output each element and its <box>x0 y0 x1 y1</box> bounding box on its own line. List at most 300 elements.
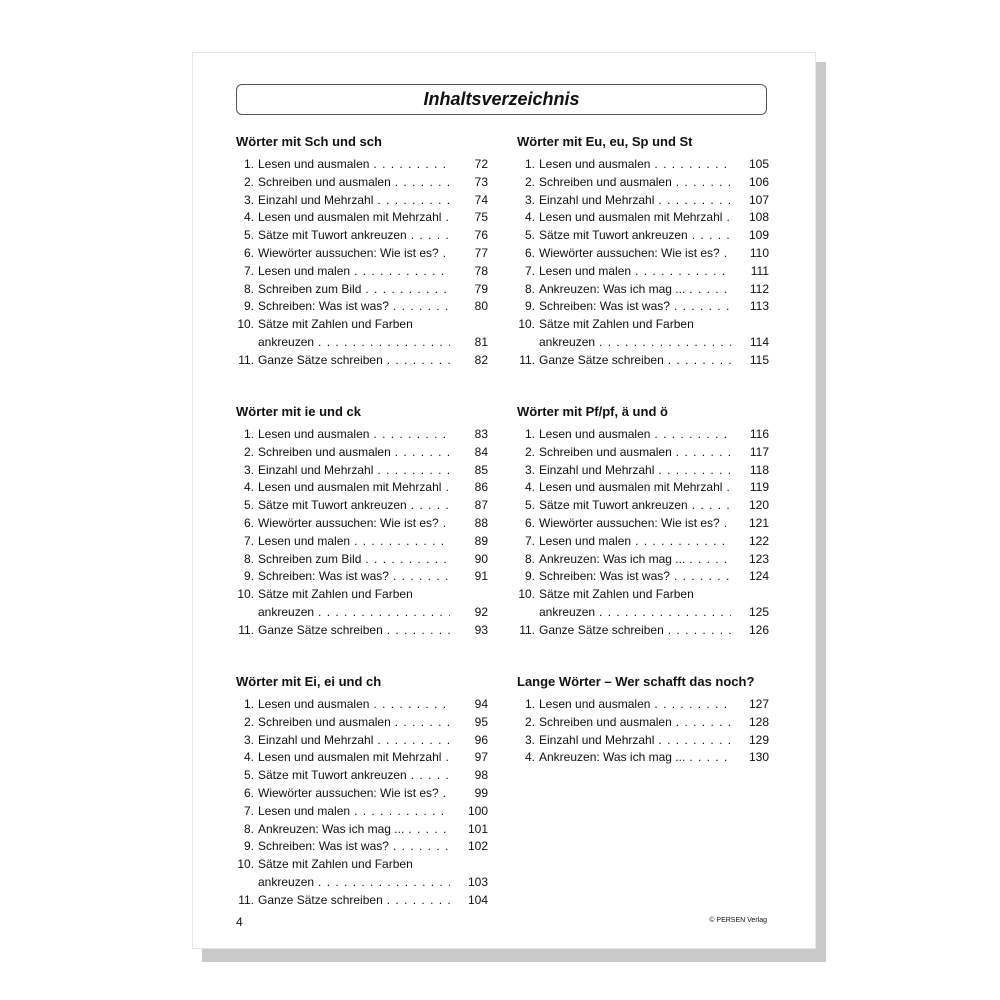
entry-number: 5. <box>243 498 254 513</box>
toc-entry <box>236 227 488 245</box>
entry-title: Ganze Sätze schreiben <box>258 352 383 367</box>
dot-leader <box>445 209 450 227</box>
entry-page-number: 126 <box>748 622 769 637</box>
entry-title: Einzahl und Mehrzahl <box>539 732 655 747</box>
toc-entry <box>517 192 769 210</box>
toc-entry <box>517 732 769 750</box>
entry-page-number: 117 <box>749 444 769 459</box>
dot-leader <box>443 515 450 533</box>
toc-entry <box>236 714 488 732</box>
entry-page-number: 128 <box>748 714 769 729</box>
entry-title: Einzahl und Mehrzahl <box>258 732 374 747</box>
entry-number: 3. <box>524 732 535 747</box>
dot-leader <box>674 298 731 316</box>
entry-title: Lesen und ausmalen <box>539 697 651 711</box>
entry-number: 3. <box>524 192 535 207</box>
entry-number: 2. <box>524 714 535 729</box>
section-ei-ch <box>236 673 488 910</box>
toc-entry <box>236 444 488 462</box>
dot-leader <box>726 209 731 227</box>
entry-title: Schreiben: Was ist was? <box>539 299 670 314</box>
entry-number: 10. <box>518 317 535 332</box>
entry-page-number: 77 <box>474 245 488 260</box>
entry-title: Lesen und ausmalen <box>258 697 370 711</box>
dot-leader <box>658 732 731 750</box>
entry-page-number: 109 <box>748 228 769 243</box>
dot-leader <box>674 568 731 586</box>
entry-number: 10. <box>237 317 254 332</box>
entry-title: Lesen und malen <box>258 533 351 548</box>
dot-leader <box>373 696 450 714</box>
toc-entry <box>236 263 488 281</box>
dot-leader <box>724 515 731 533</box>
entry-number: 1. <box>243 157 254 171</box>
section-heading: Wörter mit Pf/pf, ä und ö <box>517 404 668 419</box>
dot-leader <box>445 749 450 767</box>
dot-leader <box>443 245 450 263</box>
entry-page-number: 86 <box>474 480 488 495</box>
entry-page-number: 84 <box>474 444 488 459</box>
entry-number: 4. <box>243 750 254 765</box>
entry-page-number: 114 <box>749 334 769 349</box>
dot-leader <box>676 174 731 192</box>
document-page <box>192 52 816 949</box>
entry-title: Wiewörter aussuchen: Wie ist es? <box>539 245 720 260</box>
dot-leader <box>635 263 731 281</box>
entry-number: 9. <box>524 569 535 584</box>
dot-leader <box>692 497 731 515</box>
toc-entry <box>517 533 769 551</box>
dot-leader <box>354 533 450 551</box>
entry-page-number: 75 <box>474 210 488 225</box>
toc-entry <box>517 444 769 462</box>
entry-title: Schreiben: Was ist was? <box>258 839 389 854</box>
entry-number: 1. <box>524 427 535 441</box>
entry-title: Schreiben und ausmalen <box>539 444 672 459</box>
dot-leader <box>395 444 450 462</box>
entry-page-number: 116 <box>749 427 769 441</box>
entry-number: 4. <box>243 210 254 225</box>
entry-page-number: 101 <box>467 821 488 836</box>
dot-leader <box>654 156 731 174</box>
entry-title: Lesen und ausmalen mit Mehrzahl <box>539 210 723 225</box>
entry-number: 8. <box>524 281 535 296</box>
entry-number: 7. <box>524 533 535 548</box>
dot-leader <box>676 714 731 732</box>
entry-number: 10. <box>237 587 254 602</box>
entry-title: Lesen und ausmalen mit Mehrzahl <box>258 210 442 225</box>
entry-page-number: 108 <box>748 210 769 225</box>
entry-number: 1. <box>524 697 535 711</box>
entry-title: Schreiben und ausmalen <box>258 444 391 459</box>
entry-number: 8. <box>243 281 254 296</box>
dot-leader <box>658 192 731 210</box>
entry-title: Lesen und malen <box>258 803 351 818</box>
toc-entry <box>236 892 488 910</box>
toc-entry <box>517 426 769 444</box>
toc-entry <box>236 192 488 210</box>
entry-title: Lesen und ausmalen <box>258 157 370 171</box>
dot-leader <box>692 227 731 245</box>
entry-page-number: 130 <box>748 750 769 765</box>
entry-number: 1. <box>243 697 254 711</box>
entry-title: Wiewörter aussuchen: Wie ist es? <box>258 785 439 800</box>
toc-entry <box>236 479 488 497</box>
entry-number: 8. <box>524 551 535 566</box>
section-eu-sp-st <box>517 133 769 370</box>
entry-number: 11. <box>238 352 254 367</box>
entry-page-number: 90 <box>474 551 488 566</box>
entry-number: 2. <box>524 174 535 189</box>
section-heading: Wörter mit ie und ck <box>236 404 361 419</box>
toc-entry <box>236 533 488 551</box>
entry-number: 4. <box>524 750 535 765</box>
dot-leader <box>689 551 731 569</box>
entry-number: 9. <box>243 569 254 584</box>
toc-entry <box>236 568 488 586</box>
dot-leader <box>445 479 450 497</box>
entry-page-number: 107 <box>748 192 769 207</box>
toc-entry <box>517 551 769 569</box>
dot-leader <box>689 749 731 767</box>
entry-page-number: 91 <box>474 569 488 584</box>
entry-page-number: 119 <box>749 480 769 495</box>
entry-number: 2. <box>243 174 254 189</box>
entry-title: Lesen und ausmalen mit Mehrzahl <box>258 480 442 495</box>
entry-title: Schreiben und ausmalen <box>539 174 672 189</box>
entry-page-number: 87 <box>474 498 488 513</box>
dot-leader <box>395 714 450 732</box>
entry-number: 1. <box>524 157 535 171</box>
entry-page-number: 73 <box>474 174 488 189</box>
entry-title: Einzahl und Mehrzahl <box>258 462 374 477</box>
entry-number: 5. <box>524 498 535 513</box>
toc-entry <box>236 209 488 227</box>
entry-number: 7. <box>524 263 535 278</box>
entry-title: Ganze Sätze schreiben <box>258 622 383 637</box>
entry-number: 5. <box>243 228 254 243</box>
entry-page-number: 100 <box>467 803 488 818</box>
entry-title: Schreiben zum Bild <box>258 281 362 296</box>
entry-number: 7. <box>243 533 254 548</box>
entry-title: Einzahl und Mehrzahl <box>539 462 655 477</box>
toc-entry <box>517 586 769 622</box>
dot-leader <box>365 551 450 569</box>
section-pf-ae-oe <box>517 403 769 640</box>
dot-leader <box>377 462 450 480</box>
entry-number: 10. <box>518 587 535 602</box>
entry-number: 3. <box>243 192 254 207</box>
toc-entry <box>517 696 769 714</box>
entry-number: 9. <box>243 299 254 314</box>
dot-leader <box>689 281 731 299</box>
dot-leader <box>377 192 450 210</box>
toc-entry <box>236 622 488 640</box>
entry-title: Lesen und malen <box>539 533 632 548</box>
entry-title: Sätze mit Tuwort ankreuzen <box>539 498 688 513</box>
dot-leader <box>393 298 450 316</box>
entry-title: Ganze Sätze schreiben <box>258 892 383 907</box>
entry-title-continued: ankreuzen <box>258 604 315 619</box>
dot-leader <box>373 426 450 444</box>
toc-entry <box>236 856 488 892</box>
entry-page-number: 124 <box>748 569 769 584</box>
dot-leader <box>318 874 450 892</box>
toc-entry <box>236 281 488 299</box>
entry-title-continued: ankreuzen <box>539 604 596 619</box>
entry-page-number: 122 <box>748 533 769 548</box>
entry-page-number: 105 <box>748 157 769 171</box>
dot-leader <box>599 334 731 352</box>
entry-number: 2. <box>524 444 535 459</box>
entry-title: Lesen und ausmalen mit Mehrzahl <box>258 750 442 765</box>
entry-page-number: 92 <box>474 604 488 619</box>
entry-title: Wiewörter aussuchen: Wie ist es? <box>539 515 720 530</box>
entry-number: 3. <box>524 462 535 477</box>
entry-title: Ganze Sätze schreiben <box>539 622 664 637</box>
section-heading: Wörter mit Sch und sch <box>236 134 382 149</box>
toc-entry <box>236 515 488 533</box>
entry-page-number: 102 <box>467 839 488 854</box>
entry-title: Schreiben: Was ist was? <box>539 569 670 584</box>
entry-number: 9. <box>243 839 254 854</box>
entry-title: Schreiben: Was ist was? <box>258 569 389 584</box>
toc-entry <box>236 821 488 839</box>
section-ie-ck <box>236 403 488 640</box>
toc-entry <box>517 174 769 192</box>
entry-page-number: 125 <box>748 604 769 619</box>
entry-page-number: 113 <box>749 299 769 314</box>
entry-title: Einzahl und Mehrzahl <box>539 192 655 207</box>
toc-entry <box>236 803 488 821</box>
toc-entry <box>517 245 769 263</box>
entry-number: 4. <box>524 210 535 225</box>
entry-page-number: 76 <box>474 228 488 243</box>
entry-page-number: 120 <box>748 498 769 513</box>
entry-number: 9. <box>524 299 535 314</box>
dot-leader <box>354 803 450 821</box>
toc-entry <box>517 263 769 281</box>
entry-number: 3. <box>243 462 254 477</box>
dot-leader <box>395 174 450 192</box>
toc-entry <box>517 568 769 586</box>
dot-leader <box>393 838 450 856</box>
entry-page-number: 110 <box>749 245 769 260</box>
dot-leader <box>654 426 731 444</box>
entry-title: Sätze mit Zahlen und Farben <box>258 587 413 602</box>
section-lange-woerter <box>517 673 769 767</box>
section-heading: Wörter mit Eu, eu, Sp und St <box>517 134 693 149</box>
entry-page-number: 123 <box>748 551 769 566</box>
toc-entry <box>236 838 488 856</box>
entry-title: Lesen und malen <box>258 263 351 278</box>
toc-entry <box>236 497 488 515</box>
entry-page-number: 89 <box>474 533 488 548</box>
dot-leader <box>365 281 450 299</box>
toc-entry <box>236 749 488 767</box>
entry-title: Ankreuzen: Was ich mag ... <box>539 551 686 566</box>
entry-number: 6. <box>243 515 254 530</box>
toc-entry <box>517 156 769 174</box>
entry-title-continued: ankreuzen <box>258 874 315 889</box>
dot-leader <box>724 245 731 263</box>
toc-entry <box>236 785 488 803</box>
dot-leader <box>654 696 731 714</box>
entry-number: 5. <box>524 228 535 243</box>
dot-leader <box>658 462 731 480</box>
entry-title: Sätze mit Zahlen und Farben <box>539 317 694 332</box>
entry-page-number: 85 <box>474 462 488 477</box>
entry-page-number: 79 <box>474 281 488 296</box>
toc-entry <box>236 426 488 444</box>
toc-entry <box>517 352 769 370</box>
entry-page-number: 93 <box>474 622 488 637</box>
entry-title: Ankreuzen: Was ich mag ... <box>539 281 686 296</box>
dot-leader <box>411 767 450 785</box>
toc-entry <box>517 298 769 316</box>
toc-entry <box>236 298 488 316</box>
toc-entry <box>517 227 769 245</box>
entry-title-continued: ankreuzen <box>539 334 596 349</box>
entry-title: Sätze mit Tuwort ankreuzen <box>539 228 688 243</box>
entry-title: Wiewörter aussuchen: Wie ist es? <box>258 515 439 530</box>
entry-number: 6. <box>524 245 535 260</box>
entry-number: 6. <box>243 785 254 800</box>
dot-leader <box>726 479 731 497</box>
entry-title: Lesen und ausmalen <box>539 157 651 171</box>
entry-number: 1. <box>243 427 254 441</box>
entry-page-number: 95 <box>474 714 488 729</box>
dot-leader <box>318 334 450 352</box>
toc-entry <box>236 767 488 785</box>
entry-title: Schreiben und ausmalen <box>258 174 391 189</box>
entry-title: Ankreuzen: Was ich mag ... <box>539 750 686 765</box>
entry-page-number: 81 <box>474 334 488 349</box>
page-title: Inhaltsverzeichnis <box>236 84 767 115</box>
dot-leader <box>411 497 450 515</box>
dot-leader <box>387 892 450 910</box>
entry-number: 11. <box>519 622 535 637</box>
entry-page-number: 96 <box>474 732 488 747</box>
entry-number: 11. <box>238 892 254 907</box>
entry-title: Sätze mit Tuwort ankreuzen <box>258 498 407 513</box>
entry-page-number: 127 <box>748 697 769 711</box>
entry-number: 11. <box>238 622 254 637</box>
entry-page-number: 83 <box>474 427 488 441</box>
toc-entry <box>236 352 488 370</box>
toc-entry <box>517 497 769 515</box>
entry-page-number: 111 <box>750 263 769 278</box>
entry-title: Lesen und ausmalen <box>539 427 651 441</box>
entry-page-number: 98 <box>474 768 488 783</box>
entry-title: Einzahl und Mehrzahl <box>258 192 374 207</box>
dot-leader <box>668 622 731 640</box>
entry-number: 10. <box>237 857 254 872</box>
entry-title: Schreiben und ausmalen <box>539 714 672 729</box>
entry-title: Schreiben zum Bild <box>258 551 362 566</box>
entry-page-number: 94 <box>474 697 488 711</box>
entry-page-number: 82 <box>474 352 488 367</box>
dot-leader <box>393 568 450 586</box>
entry-page-number: 97 <box>474 750 488 765</box>
dot-leader <box>443 785 450 803</box>
dot-leader <box>635 533 731 551</box>
toc-entry <box>236 156 488 174</box>
toc-entry <box>517 316 769 352</box>
toc-entry <box>236 462 488 480</box>
entry-page-number: 88 <box>474 515 488 530</box>
section-heading: Wörter mit Ei, ei und ch <box>236 674 382 689</box>
entry-page-number: 115 <box>749 352 769 367</box>
dot-leader <box>411 227 450 245</box>
entry-page-number: 104 <box>467 892 488 907</box>
entry-title: Lesen und ausmalen mit Mehrzahl <box>539 480 723 495</box>
entry-title: Sätze mit Tuwort ankreuzen <box>258 228 407 243</box>
entry-page-number: 74 <box>474 192 488 207</box>
entry-number: 7. <box>243 263 254 278</box>
dot-leader <box>377 732 450 750</box>
entry-title: Schreiben und ausmalen <box>258 714 391 729</box>
page-number: 4 <box>236 915 243 929</box>
entry-number: 6. <box>243 245 254 260</box>
toc-entry <box>236 696 488 714</box>
toc-entry <box>517 714 769 732</box>
entry-page-number: 106 <box>748 174 769 189</box>
toc-entry <box>236 174 488 192</box>
entry-number: 2. <box>243 714 254 729</box>
toc-entry <box>236 551 488 569</box>
toc-entry <box>517 515 769 533</box>
entry-page-number: 103 <box>467 874 488 889</box>
entry-title: Wiewörter aussuchen: Wie ist es? <box>258 245 439 260</box>
toc-entry <box>517 281 769 299</box>
dot-leader <box>354 263 450 281</box>
entry-page-number: 80 <box>474 299 488 314</box>
dot-leader <box>387 622 450 640</box>
entry-title: Ganze Sätze schreiben <box>539 352 664 367</box>
entry-number: 7. <box>243 803 254 818</box>
section-sch <box>236 133 488 370</box>
toc-entry <box>236 586 488 622</box>
entry-number: 6. <box>524 515 535 530</box>
publisher-credit: © PERSEN Verlag <box>709 917 767 924</box>
toc-entry <box>517 209 769 227</box>
entry-title: Lesen und ausmalen <box>258 427 370 441</box>
entry-title: Ankreuzen: Was ich mag ... <box>258 821 405 836</box>
dot-leader <box>408 821 450 839</box>
entry-title: Schreiben: Was ist was? <box>258 299 389 314</box>
entry-number: 5. <box>243 768 254 783</box>
entry-number: 3. <box>243 732 254 747</box>
entry-title-continued: ankreuzen <box>258 334 315 349</box>
entry-page-number: 112 <box>749 281 769 296</box>
entry-number: 4. <box>524 480 535 495</box>
entry-page-number: 129 <box>748 732 769 747</box>
toc-entry <box>517 749 769 767</box>
section-heading: Lange Wörter – Wer schafft das noch? <box>517 674 755 689</box>
entry-title: Sätze mit Zahlen und Farben <box>258 317 413 332</box>
toc-entry <box>236 245 488 263</box>
entry-number: 11. <box>519 352 535 367</box>
entry-page-number: 99 <box>474 785 488 800</box>
dot-leader <box>387 352 450 370</box>
dot-leader <box>599 604 731 622</box>
entry-title: Sätze mit Zahlen und Farben <box>539 587 694 602</box>
entry-number: 4. <box>243 480 254 495</box>
entry-page-number: 121 <box>748 515 769 530</box>
entry-number: 8. <box>243 821 254 836</box>
entry-page-number: 78 <box>474 263 488 278</box>
